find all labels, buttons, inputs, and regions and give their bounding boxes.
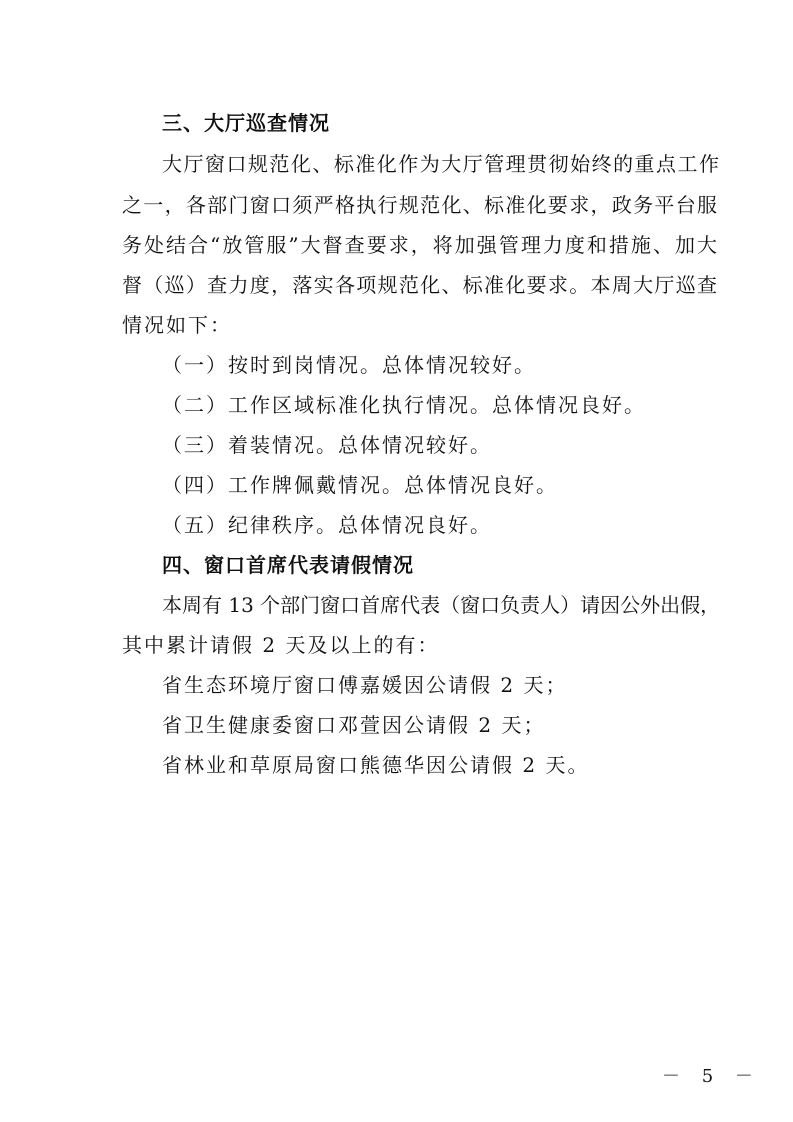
page-number: － 5 － bbox=[662, 1066, 761, 1087]
inspection-item: （四）工作牌佩戴情况。总体情况良好。 bbox=[162, 473, 558, 497]
section-3-paragraph-line-1: 大厅窗口规范化、标准化作为大厅管理贯彻始终的重点工作 bbox=[162, 152, 719, 176]
section-4-paragraph-line-2: 其中累计请假 2 天及以上的有： bbox=[122, 633, 440, 657]
section-3-heading: 三、大厅巡查情况 bbox=[162, 111, 330, 135]
inspection-item: （五）纪律秩序。总体情况良好。 bbox=[162, 513, 492, 537]
leave-record: 省林业和草原局窗口熊德华因公请假 2 天。 bbox=[162, 753, 590, 777]
inspection-item: （二）工作区域标准化执行情况。总体情况良好。 bbox=[162, 393, 646, 417]
inspection-item: （一）按时到岗情况。总体情况较好。 bbox=[162, 353, 536, 377]
section-3-paragraph-line-4: 督（巡）查力度，落实各项规范化、标准化要求。本周大厅巡查 bbox=[122, 273, 717, 297]
section-4-paragraph-line-1: 本周有 13 个部门窗口首席代表（窗口负责人）请因公外出假， bbox=[162, 593, 721, 617]
leave-record: 省生态环境厅窗口傅嘉媛因公请假 2 天； bbox=[162, 673, 568, 697]
inspection-item: （三）着装情况。总体情况较好。 bbox=[162, 433, 492, 457]
section-3-paragraph-line-3: 务处结合“放管服”大督查要求，将加强管理力度和措施、加大 bbox=[122, 233, 717, 257]
section-4-heading: 四、窗口首席代表请假情况 bbox=[162, 553, 414, 577]
section-3-paragraph-line-5: 情况如下： bbox=[122, 313, 232, 337]
section-3-paragraph-line-2: 之一，各部门窗口须严格执行规范化、标准化要求，政务平台服 bbox=[122, 193, 717, 217]
leave-record: 省卫生健康委窗口邓萱因公请假 2 天； bbox=[162, 713, 546, 737]
